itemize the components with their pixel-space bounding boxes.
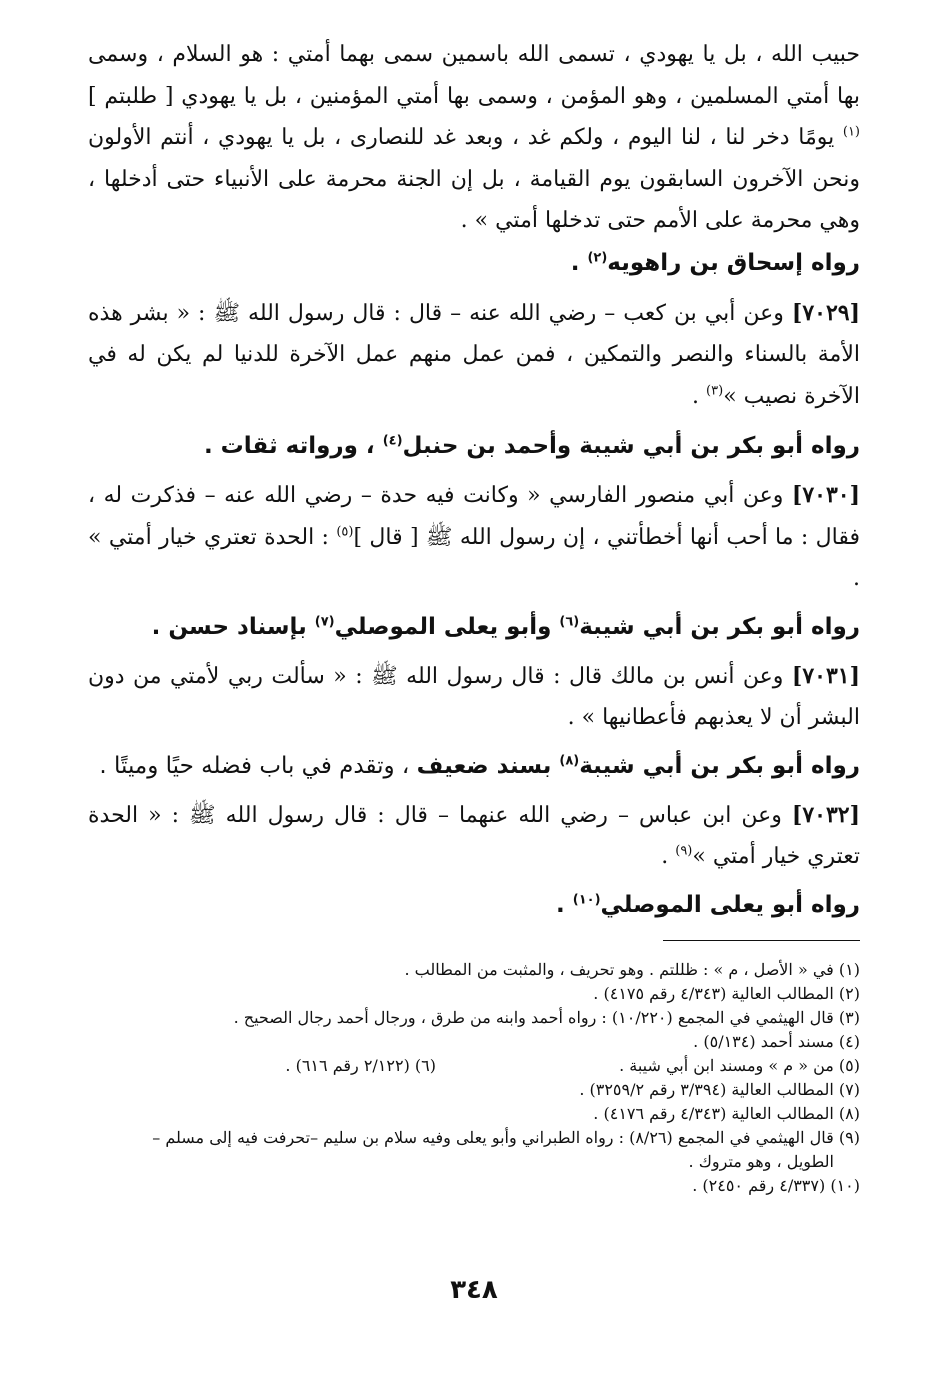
hadith-text: يومًا دخر لنا ، لنا اليوم ، ولكم غد ، وبعد غد للنصارى ، بل يا يهودي ، أنتم الأولون ونحن الآخرون السابقون يوم القيامة ، بل إن الجنة محرمة على الأنبياء حتى أدخلها ، وهي محرمة على الأمم حتى تدخلها أمتي » . [88, 125, 860, 233]
takhrij-text: بسند ضعيف [416, 752, 560, 779]
footnote-9: (٩) قال الهيثمي في المجمع (٨/٢٦) : رواه الطبراني وأبو يعلى وفيه سلام بن سليم –تحرفت فيه إلى مسلم – [152, 1128, 860, 1147]
hadith-7032 [88, 795, 860, 878]
hadith-number: [٧٠٣٠] [791, 482, 860, 508]
hadith-7030 [88, 475, 860, 600]
hadith-7031 [88, 656, 860, 739]
takhrij-text: رواه أبو يعلى الموصلي [600, 891, 860, 918]
footnote-ref: (٢) [587, 249, 608, 265]
hadith-text: حبيب الله ، بل يا يهودي ، تسمى الله باسمين سمى بهما أمتي : هو السلام ، وسمى بها أمتي المسلمين ، وهو المؤمن ، وسمى بها أمتي المؤمنين ، بل يا يهودي [ طلبتم ] [88, 42, 860, 109]
hadith-text: : الحدة تعتري خيار أمتي » . [88, 524, 860, 591]
footnote-ref: (٧) [314, 613, 335, 629]
takhrij-end: . [555, 891, 573, 918]
hadith-text: وعن أبي بن كعب – رضي الله عنه – قال : قال رسول الله ﷺ : « بشر هذه الأمة بالسناء والنصر والتمكين ، فمن عمل منهم عمل الآخرة للدنيا لم يكن له في الآخرة نصيب » [88, 300, 860, 409]
footnote-6: (٦) (٢/١٢٢ رقم ٦١٦) . [285, 1056, 436, 1075]
footnote-ref: (٨) [559, 752, 580, 768]
footnote-ref: (٩) [675, 843, 693, 859]
footnote-5: (٥) من « م » ومسند ابن أبي شيبة . [619, 1056, 860, 1075]
footnote-8: (٨) المطالب العالية (٤/٣٤٣ رقم ٤١٧٦) . [593, 1104, 860, 1123]
takhrij-line [88, 431, 860, 461]
footnote-ref: (٦) [559, 613, 580, 629]
hadith-text: وعن أبي منصور الفارسي « وكانت فيه حدة – رضي الله عنه – فذكرت له ، فقال : ما أحب أنها أخطأتني ، إن رسول الله ﷺ [ قال ] [88, 483, 861, 550]
takhrij-line [88, 751, 860, 781]
takhrij-text: رواه أبو بكر بن أبي شيبة [579, 613, 860, 640]
hadith-text: وعن أنس بن مالك قال : قال رسول الله ﷺ : « سألت ربي لأمتي من دون البشر أن لا يعذبهم فأعطانيها » . [88, 663, 860, 730]
hadith-number: [٧٠٣٢] [791, 801, 860, 828]
footnotes [86, 958, 860, 1198]
hadith-continuation [88, 34, 860, 242]
footnote-4: (٤) مسند أحمد (٥/١٣٤) . [693, 1032, 860, 1051]
footnote-separator [663, 940, 860, 941]
footnote-ref: (٣) [706, 383, 724, 399]
footnote-ref: (٥) [336, 524, 354, 540]
footnote-ref: (٤) [382, 433, 403, 449]
footnote-10: (١٠) (٤/٣٣٧ رقم ٢٤٥٠) . [692, 1176, 860, 1195]
footnote-ref: (١٠) [572, 891, 601, 907]
takhrij-text: رواه أبو بكر بن أبي شيبة وأحمد بن حنبل [402, 433, 860, 459]
hadith-7029 [88, 293, 860, 418]
page-number: ٣٤٨ [450, 1275, 498, 1305]
hadith-number: [٧٠٢٩] [791, 299, 860, 326]
footnote-3: (٣) قال الهيثمي في المجمع (١٠/٢٢٠) : رواه أحمد وابنه من طرق ، ورجال أحمد رجال الصحيح . [233, 1008, 860, 1027]
takhrij-text: ، ورواته ثقات . [203, 433, 383, 459]
takhrij-end: . [570, 249, 588, 276]
footnote-ref: (١) [842, 124, 860, 140]
hadith-end: . [661, 844, 676, 869]
hadith-end: . [692, 383, 707, 409]
takhrij-line [88, 890, 860, 920]
page-body [88, 34, 860, 920]
takhrij-line [88, 248, 860, 278]
footnote-9-cont: الطويل ، وهو متروك . [688, 1152, 834, 1171]
takhrij-text: رواه أبو بكر بن أبي شيبة [579, 752, 860, 779]
takhrij-text: رواه إسحاق بن راهويه [607, 249, 860, 276]
hadith-text: وعن ابن عباس – رضي الله عنهما – قال : قال رسول الله ﷺ : « الحدة تعتري خيار أمتي » [88, 802, 860, 869]
takhrij-text: ، وتقدم في باب فضله حيًا وميتًا . [99, 752, 417, 779]
takhrij-line [88, 612, 860, 642]
footnote-1: (١) في « الأصل ، م » : ظللتم . وهو تحريف ، والمثبت من المطالب . [404, 960, 860, 979]
hadith-number: [٧٠٣١] [791, 662, 860, 689]
footnote-7: (٧) المطالب العالية (٣/٣٩٤ رقم ٣٢٥٩/٢) . [579, 1080, 860, 1099]
takhrij-text: وأبو يعلى الموصلي [334, 613, 560, 640]
takhrij-text: بإسناد حسن . [151, 613, 315, 640]
footnote-2: (٢) المطالب العالية (٤/٣٤٣ رقم ٤١٧٥) . [593, 984, 860, 1003]
